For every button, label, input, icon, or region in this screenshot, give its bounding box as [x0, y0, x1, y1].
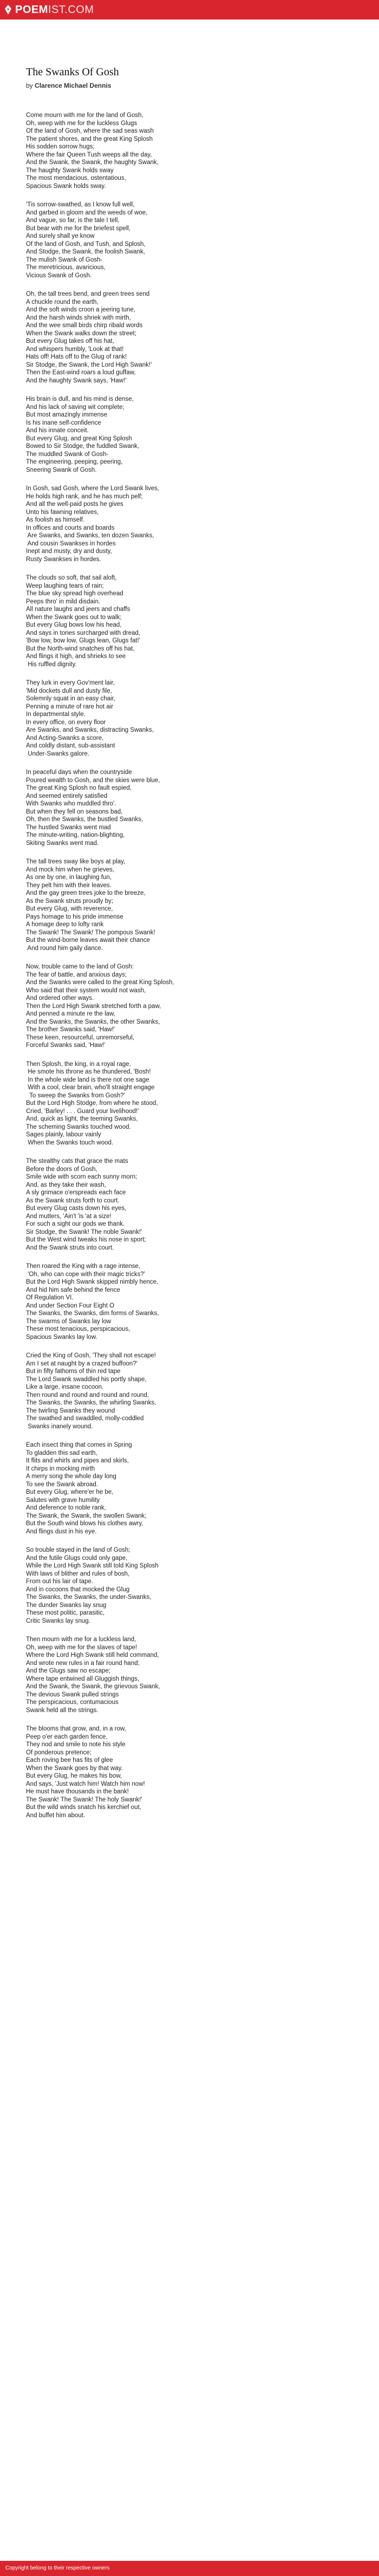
- poem-line: And, as they take their wash,: [26, 1181, 106, 1188]
- poem-line: 'Mid dockets dull and dusty file,: [26, 687, 112, 694]
- poem-line: And the Swanks were called to the great King Splosh,: [26, 979, 174, 986]
- poem-line: And wrote new rules in a fair round hand;: [26, 1660, 140, 1667]
- stanza: [26, 574, 351, 668]
- poem-line: Smile wide with scorn each sunny morn;: [26, 1174, 138, 1180]
- poem-line: The blooms that grow, and, in a row,: [26, 1726, 126, 1732]
- poem-line: And coldly distant, sub-assistant: [26, 743, 115, 749]
- poem-line: They lurk in every Gov'ment lair,: [26, 680, 115, 686]
- poem-line: A sly grimace o'erspreads each face: [26, 1189, 126, 1196]
- poem-line: And says in tones surcharged with dread,: [26, 629, 140, 636]
- poem-line: Where the Lord High Swank still held command,: [26, 1652, 159, 1658]
- poem-line: Of ponderous pretence;: [26, 1749, 92, 1756]
- poem-line: And seemed entirely satisfied: [26, 792, 108, 799]
- poem-line: Cried, 'Barley! . . . Guard your livelihood!': [26, 1108, 139, 1115]
- poem-line: And round him gaily dance.: [26, 945, 103, 952]
- poem-line: The Swank! The Swank! The holy Swank!': [26, 1796, 142, 1803]
- poem-line: His brain is dull, and his mind is dense,: [26, 396, 134, 402]
- poem-line: It chirps in mocking mirth: [26, 1465, 95, 1472]
- poem-line: Solemnly squat in an easy chair,: [26, 695, 115, 702]
- poem-line: And mutters, 'Ain't 'is 'at a size!: [26, 1213, 112, 1220]
- poem-line: But every Glug, he makes his bow,: [26, 1773, 122, 1779]
- poem-line: Are Swanks, and Swanks, distracting Swanks,: [26, 727, 154, 733]
- poem-line: The Lord Swank swaddled his portly shape,: [26, 1376, 147, 1383]
- poem-line: 'Tis sorrow-swathed, as I know full well,: [26, 201, 135, 208]
- poem-line: These most politic, parasitic,: [26, 1610, 105, 1616]
- poem-line: While the Lord High Swank still told King Splosh: [26, 1563, 159, 1569]
- poem-line: The Swank! The Swank! The pompous Swank!: [26, 929, 155, 936]
- poem-line: Inept and musty, dry and dusty,: [26, 548, 112, 555]
- poem-line: The Swanks, the Swanks, dim forms of Swanks,: [26, 1310, 159, 1317]
- poem-line: The blue sky spread high overhead: [26, 590, 123, 597]
- poem-line: And surely shall ye know: [26, 233, 95, 239]
- poem-line: And Acting-Swanks a score,: [26, 734, 104, 741]
- poem-line: And flings dust in his eye.: [26, 1528, 97, 1535]
- stanza: [26, 201, 351, 279]
- poem-line: And the Glugs saw no escape;: [26, 1668, 110, 1674]
- poem-line: Then the Lord High Swank stretched forth a paw,: [26, 1003, 161, 1010]
- poem-line: In Gosh, sad Gosh, where the Lord Swank lives,: [26, 485, 160, 492]
- poem-line: He holds high rank, and he has much pelf;: [26, 493, 143, 500]
- poem-line: As foolish as himself.: [26, 517, 85, 523]
- poem-line: But the West wind tweaks his nose in sport;: [26, 1237, 146, 1243]
- poem-line: And his lack of saving wit complete;: [26, 404, 125, 411]
- poem-line: Salutes with grave humility: [26, 1497, 100, 1504]
- poem-line: Like a large, insane cocoon.: [26, 1384, 104, 1390]
- poem-line: A homage deep to lofty rank: [26, 921, 104, 928]
- poem-line: As the Swank struts proudly by;: [26, 897, 114, 905]
- poem-line: Am I set at naught by a crazed buffoon?': [26, 1360, 138, 1367]
- stanza: [26, 1263, 351, 1341]
- poem-line: And in cocoons that mocked the Glug: [26, 1586, 130, 1593]
- poem-line: The Swanks, the Swanks, the whirling Swanks,: [26, 1400, 156, 1406]
- poem-line: But in fifty fathoms of thin red tape: [26, 1368, 121, 1375]
- poem-line: They pelt him with their leaves.: [26, 882, 112, 889]
- poem-line: In every office, on every floor: [26, 719, 106, 726]
- poem-line: Then roared the King with a rage intense,: [26, 1263, 140, 1270]
- stanza: [26, 769, 351, 847]
- poem-line: The mulish Swank of Gosh-: [26, 256, 103, 263]
- poem-line: But every Glug, and great King Splosh: [26, 435, 132, 442]
- poem-line: 'Bow low, bow low, Glugs lean, Glugs fat!': [26, 638, 140, 644]
- footer-copyright: Copyright belong to their respective owners: [5, 2565, 110, 2571]
- poem-line: And the Swank, the Swank, the grievous Swank,: [26, 1683, 160, 1690]
- stanza: [26, 112, 351, 190]
- poem-line: But the Lord High Stodge, from where he stood,: [26, 1100, 158, 1107]
- poem-line: And mock him when he grieves,: [26, 866, 114, 873]
- poem-line: And the wee small birds chirp ribald words: [26, 322, 143, 329]
- poem-line: The Swank, the Swank, the swollen Swank;: [26, 1512, 147, 1519]
- poem-line: Come mourn with me for the land of Gosh,: [26, 112, 143, 119]
- poem-line: Swanks inanely wound.: [26, 1423, 93, 1430]
- poem-line: Hats off! Hats off to the Glug of rank!: [26, 354, 127, 360]
- poem-line: His ruffled dignity.: [26, 661, 77, 668]
- poem-line: Sneering Swank of Gosh.: [26, 466, 97, 473]
- poem-line: The swathed and swaddled, molly-coddled: [26, 1415, 144, 1422]
- poem-line: But every Glug, with reverence,: [26, 906, 113, 912]
- poem-line: Oh, then the Swanks, the bustled Swanks,: [26, 816, 143, 823]
- stanza: [26, 1725, 351, 1819]
- stanza: [26, 485, 351, 563]
- poem-line: The brother Swanks said, 'Haw!': [26, 1026, 115, 1033]
- poem-line: The muddled Swank of Gosh-: [26, 451, 109, 458]
- poem-line: And the Swank struts into court.: [26, 1244, 114, 1251]
- poem-line: And penned a minute re the law,: [26, 1011, 115, 1017]
- poem-line: Where the fair Queen Tush weeps all the day,: [26, 151, 152, 158]
- poem-line: The clouds so soft, that sail aloft,: [26, 575, 117, 581]
- poem-line: The great King Splosh no fault espied,: [26, 785, 132, 791]
- poem-line: But most amazingly immense: [26, 412, 108, 418]
- poem-line: In departmental style.: [26, 711, 86, 718]
- poem-line: With Swanks who muddled thro'.: [26, 801, 116, 807]
- poem-line: Spacious Swanks lay low.: [26, 1333, 97, 1341]
- poem-line: It flits and whirls and pipes and skirls,: [26, 1458, 129, 1464]
- poem-line: In offices and courts and boards: [26, 524, 115, 531]
- stanza: [26, 1636, 351, 1714]
- poem-line: In the whole wide land is there not one sage: [26, 1076, 149, 1083]
- poem-line: The dunder Swanks lay snug: [26, 1602, 107, 1609]
- stanza: [26, 1061, 351, 1147]
- poem-line: And garbed in gloom and the weeds of woe,: [26, 209, 148, 216]
- stanza: [26, 395, 351, 474]
- poem-line: Of the land of Gosh, and Tush, and Splosh,: [26, 240, 146, 248]
- site-logo[interactable]: [4, 4, 94, 16]
- poem-body: [26, 112, 351, 1819]
- poem-line: But every Glug, where'er he be,: [26, 1489, 114, 1495]
- poem-title: The Swanks Of Gosh: [26, 66, 119, 78]
- poem-line: The hustled Swanks went mad: [26, 824, 111, 831]
- poem-line: The meretricious, avaricious,: [26, 264, 106, 271]
- logo-tld: IST.COM: [48, 3, 94, 16]
- poem-line: And the soft winds croon a jeering tune,: [26, 307, 136, 313]
- poem-line: And ordered other ways.: [26, 995, 94, 1001]
- stanza: [26, 1441, 351, 1536]
- poem-line: Poured wealth to Gosh, and the skies were blue,: [26, 777, 160, 784]
- poem-line: As one by one, in laughing fun,: [26, 874, 112, 881]
- poem-line: But bear with me for the briefest spell,: [26, 225, 131, 232]
- poem-line: Then round and round and round and round,: [26, 1391, 149, 1398]
- poem-line: And whispers humbly, 'Look at that!: [26, 346, 124, 353]
- poem-line: But the North-wind snatches off his hat,: [26, 645, 135, 652]
- poem-line: With laws of blither and rules of bosh,: [26, 1570, 130, 1577]
- poem-line: And the Swank, the Swank, the haughty Swank,: [26, 159, 159, 166]
- poem-line: Oh, the tall trees bend, and green trees send: [26, 291, 150, 297]
- poem-line: To gladden this sad earth,: [26, 1449, 97, 1456]
- poem-line: But when they fell on seasons bad,: [26, 808, 123, 815]
- poem-line: But every Glug bows low his head,: [26, 622, 122, 628]
- poem-line: And all the well-paid posts he gives: [26, 501, 123, 508]
- poem-line: And says, 'Just watch him! Watch him now!: [26, 1780, 145, 1787]
- poem-line: Where tape entwined all Gluggish things,: [26, 1675, 140, 1682]
- poem-line: As the Swank struts forth to court.: [26, 1197, 120, 1204]
- poem-line: Sir Stodge, the Swank! The noble Swank!': [26, 1228, 142, 1235]
- poem-line: When the Swank goes out to walk;: [26, 614, 122, 621]
- poem-line: Sages plainly, labour vainly: [26, 1131, 101, 1138]
- stanza: [26, 1352, 351, 1430]
- stanza: [26, 1157, 351, 1252]
- poem-line: Skiting Swanks went mad.: [26, 840, 99, 847]
- top-bar: [0, 0, 379, 19]
- poem-line: Are Swanks, and Swanks, ten dozen Swanks,: [26, 532, 154, 539]
- logo-main: POEM: [15, 3, 48, 16]
- poem-line: Sir Stodge, the Swank, the Lord High Swank!': [26, 361, 152, 368]
- poem-line: Unto his fawning relatives,: [26, 509, 99, 516]
- poem-line: The minute-writing, nation-blighting,: [26, 832, 125, 838]
- poem-line: He smote his throne as he thundered, 'Bosh!: [26, 1069, 151, 1075]
- poem-line: Now, trouble came to the land of Gosh:: [26, 964, 134, 970]
- poem-line: And, quick as light, the teeming Swanks,: [26, 1116, 138, 1122]
- poem-line: Forceful Swanks said, 'Haw!': [26, 1042, 106, 1049]
- poem-line: The most mendacious, ostentatious,: [26, 175, 126, 181]
- poem-line: Oh, weep with me for the slaves of tape!: [26, 1644, 138, 1651]
- poem-line: Before the doors of Gosh,: [26, 1166, 97, 1173]
- poem-line: And buffet him about.: [26, 1812, 86, 1819]
- poem-line: And the harsh winds shriek with mirth,: [26, 314, 131, 321]
- poem-byline: [26, 81, 351, 90]
- poem-line: His sodden sorrow hugs;: [26, 144, 95, 150]
- poem-line: Then mourn with me for a luckless land,: [26, 1636, 136, 1643]
- poem-line: Spacious Swank holds sway.: [26, 183, 106, 190]
- stanza: [26, 290, 351, 385]
- poem-line: The twirling Swanks they wound: [26, 1407, 115, 1414]
- poem-line: The Swanks, the Swanks, the under-Swanks,: [26, 1594, 152, 1601]
- stanza: [26, 963, 351, 1050]
- poem-line: To see the Swank abroad.: [26, 1481, 98, 1488]
- poem-line: The haughty Swank holds sway: [26, 167, 114, 174]
- poem-line: But every Glug takes off his hat,: [26, 338, 114, 344]
- poem-line: Bowed to Sir Stodge, the fuddled Swank,: [26, 443, 140, 450]
- poem-line: Pays homage to his pride immense: [26, 913, 123, 920]
- stanza: [26, 1546, 351, 1625]
- poem-line: Then Splosh, the king, in a royal rage,: [26, 1061, 131, 1068]
- poem-line: The devious Swank pulled strings: [26, 1691, 119, 1698]
- poem-line: Of the land of Gosh, where the sad seas wash: [26, 128, 154, 134]
- poem-line: Critic Swanks lay snug.: [26, 1617, 90, 1624]
- poem-line: These keen, resourceful, unremorseful,: [26, 1034, 135, 1041]
- poem-line: The swarms of Swanks lay low: [26, 1318, 112, 1325]
- poem-line: Rusty Swankses in hordes.: [26, 556, 101, 563]
- poem-line: Each roving bee has fits of glee: [26, 1757, 113, 1764]
- poem-line: When the Swank goes by that way.: [26, 1765, 123, 1772]
- poem-line: 'Oh, who can cope with their magic tricks?': [26, 1271, 145, 1278]
- footer-bar: [0, 2561, 379, 2576]
- poem-line: And the Swanks, the Swanks, the other Swanks,: [26, 1018, 160, 1025]
- poem-line: Penning a minute of rare hot air: [26, 703, 114, 710]
- byline-prefix: by: [26, 82, 33, 89]
- pen-nib-icon: [4, 5, 12, 15]
- poem-line: He must have thousands in the bank!: [26, 1788, 129, 1795]
- poem-line: Weep laughing tears of rain;: [26, 582, 104, 589]
- poem-line: Peep o'er each garden fence,: [26, 1733, 108, 1740]
- poem-line: Of Regulation VI.: [26, 1294, 74, 1301]
- poem-line: And vague, so far, is the tale I tell,: [26, 217, 120, 224]
- poem-line: Who said that their system would not wash,: [26, 987, 146, 994]
- poem-line: A merry song the whole day long: [26, 1473, 116, 1480]
- poem-content: [26, 65, 351, 1830]
- poem-line: They nod and smile to note his style: [26, 1741, 126, 1748]
- poem-line: But the Lord High Swank skipped nimbly hence,: [26, 1279, 159, 1285]
- poem-line: And the futile Glugs could only gape,: [26, 1554, 128, 1562]
- poem-line: When the Swank walks down the street;: [26, 330, 136, 337]
- poem-line: The stealthy cats that grace the mats: [26, 1158, 128, 1165]
- poem-line: Then the East-wind roars a loud guffaw,: [26, 369, 136, 376]
- poem-line: Each insect thing that comes in Spring: [26, 1442, 132, 1448]
- poem-line: Peeps thro' in mild disdain.: [26, 598, 101, 605]
- poem-line: To sweep the Swanks from Gosh?': [26, 1092, 125, 1099]
- poem-line: And his innate conceit.: [26, 427, 89, 434]
- poem-line: The fear of battle, and anxious days;: [26, 971, 127, 978]
- poem-line: And flings it high, and shrieks to see: [26, 653, 126, 660]
- poem-line: Is his inane self-confidence: [26, 419, 101, 426]
- poem-line: A chuckle round the earth,: [26, 298, 99, 305]
- poem-line: Under-Swanks galore.: [26, 750, 89, 757]
- poem-line: And the haughty Swank says, 'Haw!': [26, 377, 127, 384]
- poem-line: The scheming Swanks touched wood.: [26, 1123, 131, 1130]
- poem-line: From out his lair of tape.: [26, 1578, 93, 1585]
- author-name[interactable]: Clarence Michael Dennis: [35, 82, 112, 89]
- poem-line: But the South wind blows his clothes awry,: [26, 1520, 143, 1527]
- poem-line: And deference to noble rank,: [26, 1505, 106, 1511]
- poem-line: But the wild winds snatch his kerchief out,: [26, 1804, 141, 1811]
- poem-line: So trouble stayed in the land of Gosh;: [26, 1547, 130, 1553]
- poem-line: For such a sight our gods we thank.: [26, 1221, 125, 1227]
- poem-line: And under Section Four Eight O: [26, 1302, 115, 1309]
- poem-line: In peaceful days when the countryside: [26, 769, 132, 776]
- stanza: [26, 679, 351, 758]
- poem-line: When the Swanks touch wood.: [26, 1139, 114, 1146]
- poem-line: And cousin Swankses in hordes: [26, 540, 116, 547]
- poem-line: The patient shores, and the great King Splosh: [26, 135, 153, 142]
- poem-line: The engineering, peeping, peering,: [26, 459, 123, 465]
- poem-line: And the gay green trees joke to the breeze,: [26, 890, 146, 896]
- poem-line: And Stodge, the Swank, the foolish Swank,: [26, 249, 145, 255]
- poem-line: These most tenacious, perspicacious,: [26, 1326, 130, 1332]
- poem-line: Swank held all the strings.: [26, 1707, 99, 1714]
- stanza: [26, 858, 351, 952]
- poem-line: With a cool, clear brain, who'll straight engage: [26, 1084, 155, 1091]
- poem-line: Vicious Swank of Gosh.: [26, 272, 92, 279]
- poem-line: But every Glug casts down his eyes,: [26, 1205, 127, 1212]
- poem-line: The perspicacious, contumacious: [26, 1699, 119, 1706]
- poem-line: Oh, weep with me for the luckless Glugs: [26, 120, 138, 127]
- poem-line: But the wind-borne leaves await their chance: [26, 937, 150, 944]
- poem-line: All nature laughs and jeers and chaffs: [26, 606, 130, 613]
- poem-line: The tall trees sway like boys at play,: [26, 858, 126, 865]
- poem-line: And hid him safe behind the fence: [26, 1286, 120, 1293]
- poem-line: Cried the King of Gosh, 'They shall not escape!: [26, 1352, 156, 1359]
